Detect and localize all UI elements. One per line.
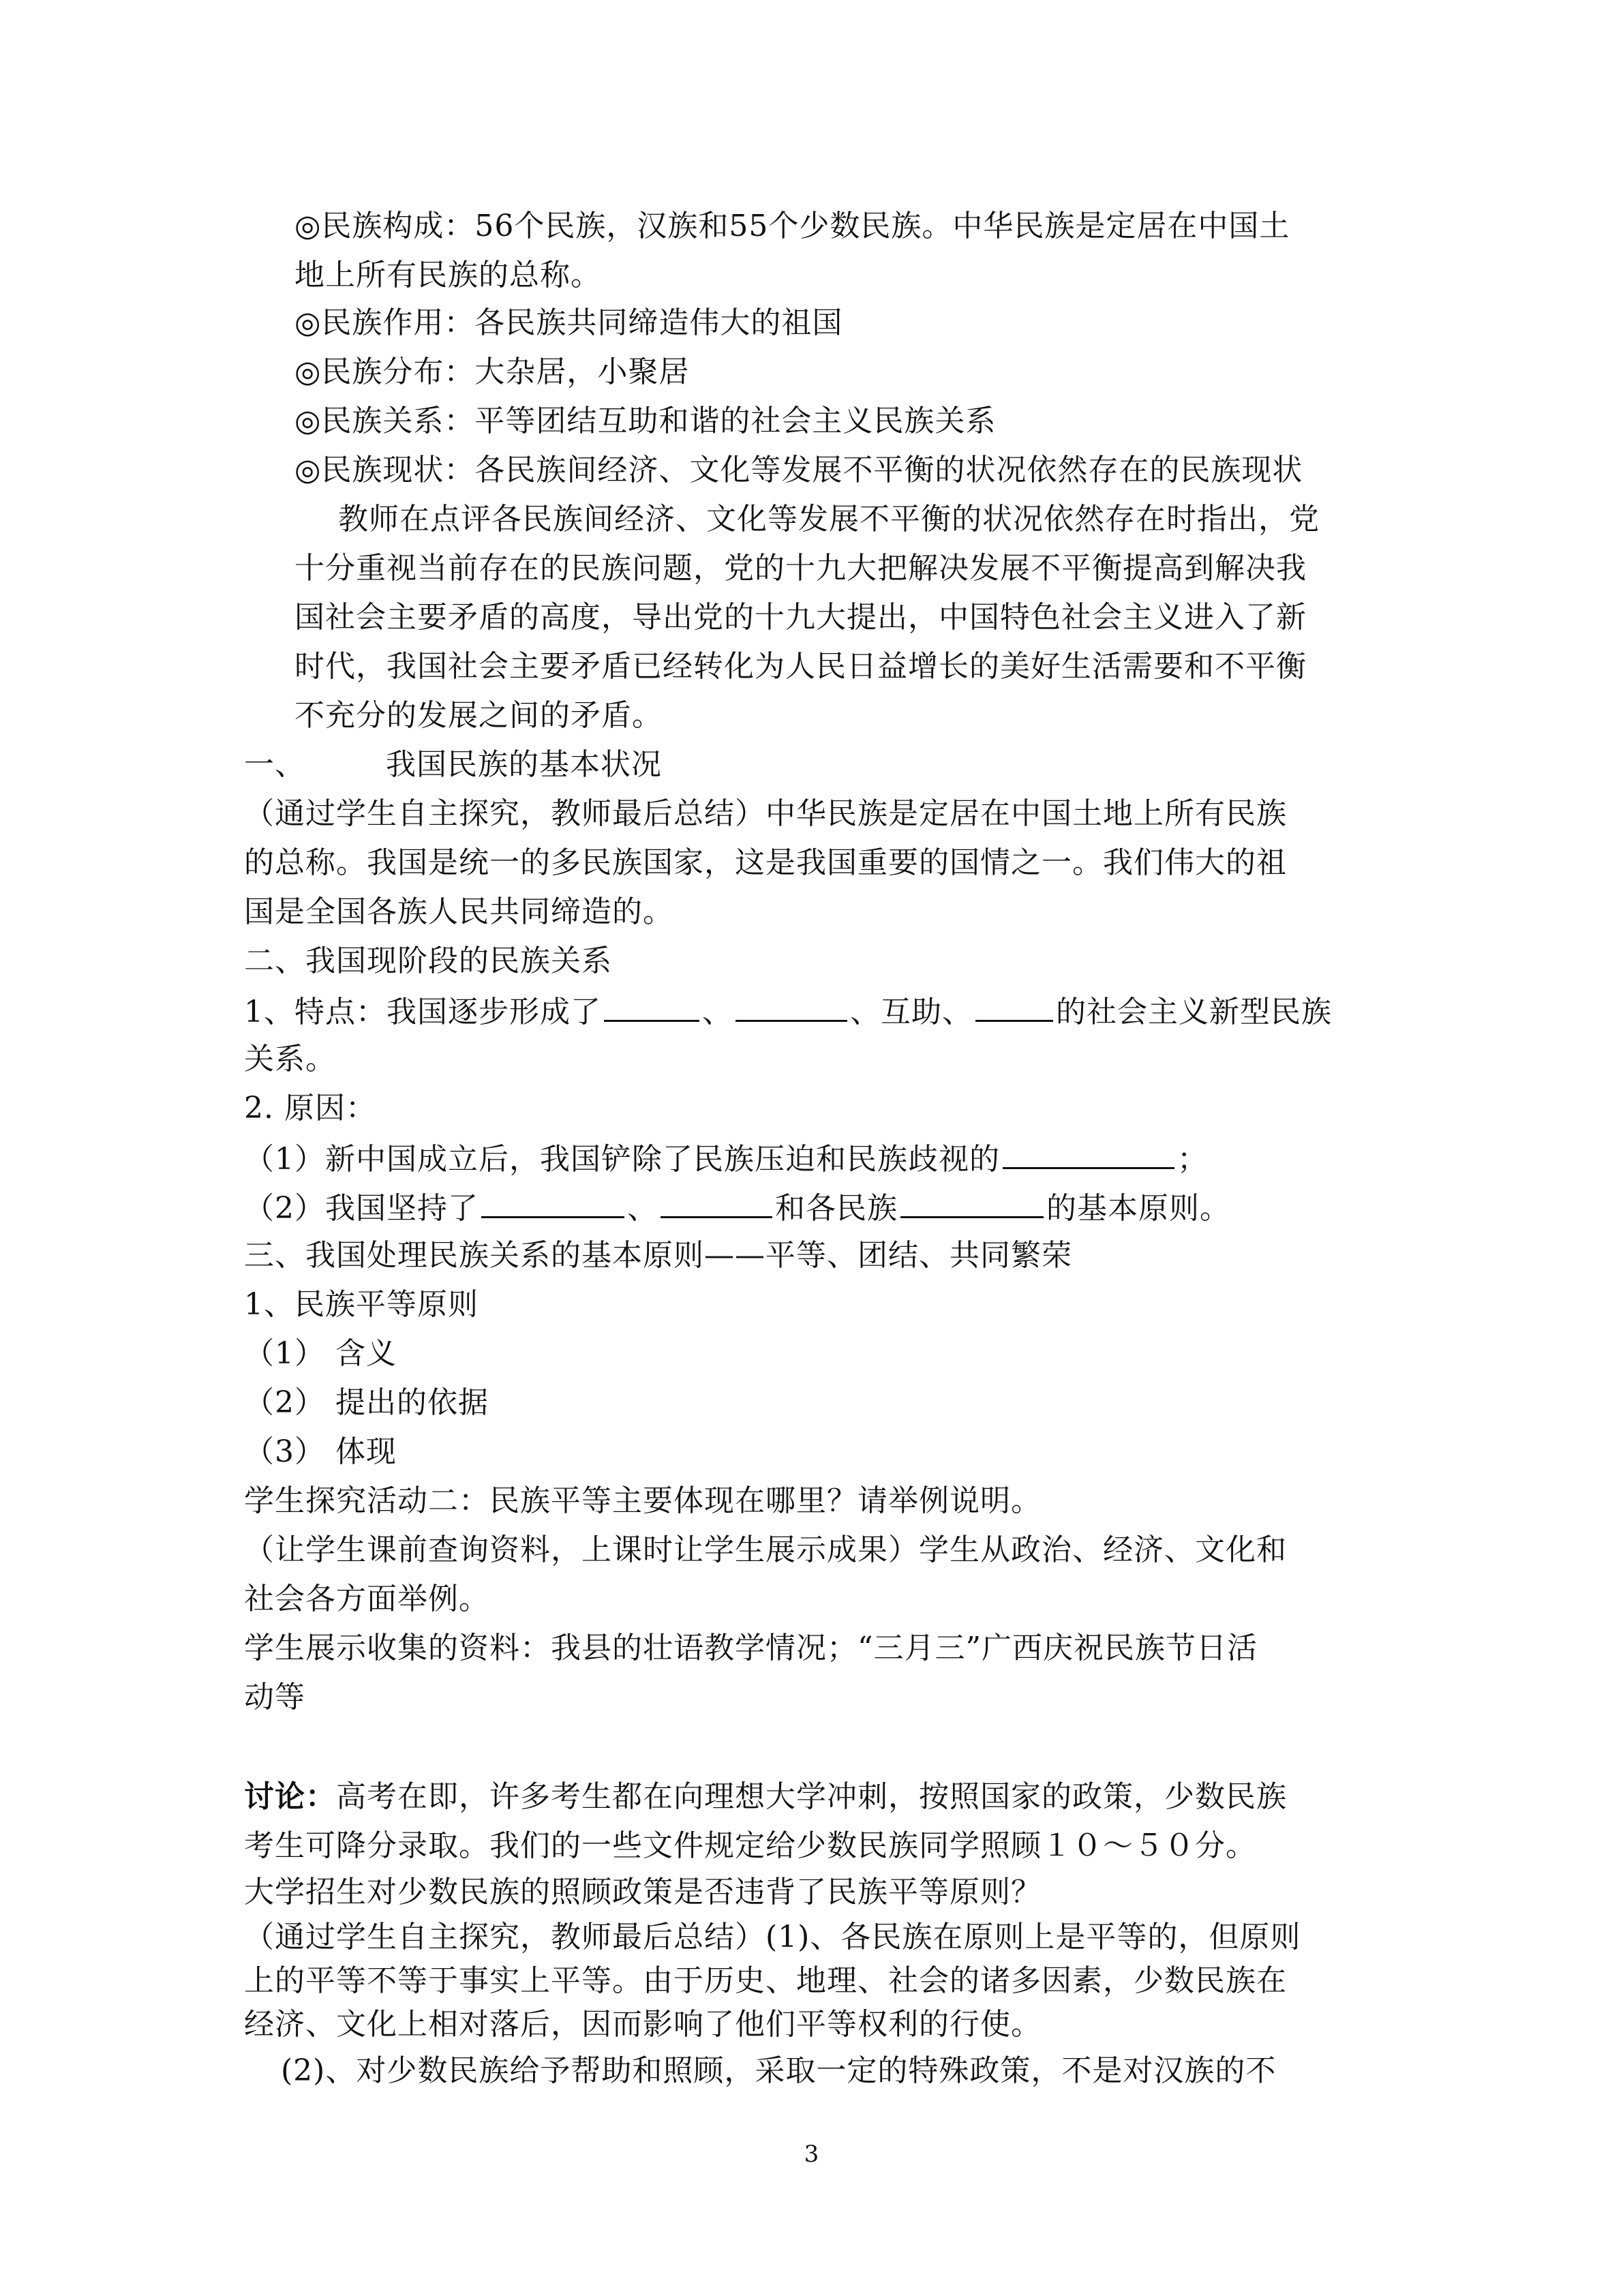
text-segment: 、 bbox=[702, 995, 733, 1029]
text-line: （3） 体现 bbox=[244, 1434, 397, 1469]
text-line: 经济、文化上相对落后，因而影响了他们平等权利的行使。 bbox=[244, 2007, 1042, 2042]
answer-blank[interactable] bbox=[1003, 1137, 1174, 1169]
text-line: （通过学生自主探究，教师最后总结）中华民族是定居在中国土地上所有民族 bbox=[244, 796, 1287, 831]
text-line: （通过学生自主探究，教师最后总结）(1)、各民族在原则上是平等的，但原则 bbox=[244, 1920, 1301, 1954]
text-line: 学生展示收集的资料：我县的壮语教学情况；“三月三”广西庆祝民族节日活 bbox=[244, 1631, 1258, 1665]
text-segment: 、互助、 bbox=[850, 995, 973, 1029]
fill-in-line bbox=[244, 1137, 1208, 1180]
text-segment: （2）我国坚持了 bbox=[244, 1191, 479, 1226]
text-line: （1） 含义 bbox=[244, 1336, 397, 1371]
text-line: 地上所有民族的总称。 bbox=[294, 258, 601, 292]
text-segment: 高考在即，许多考生都在向理想大学冲刺，按照国家的政策，少数民族 bbox=[336, 1779, 1287, 1814]
text-line: ◎民族现状：各民族间经济、文化等发展不平衡的状况依然存在的民族现状 bbox=[294, 453, 1303, 487]
text-line: 1、民族平等原则 bbox=[244, 1287, 479, 1322]
text-segment: ； bbox=[1177, 1142, 1208, 1177]
text-line: 社会各方面举例。 bbox=[244, 1582, 489, 1616]
text-segment: 和各民族 bbox=[775, 1191, 898, 1226]
text-line: 不充分的发展之间的矛盾。 bbox=[294, 698, 663, 733]
page-number: 3 bbox=[804, 2141, 819, 2168]
fill-in-line bbox=[244, 990, 1332, 1033]
text-line: 动等 bbox=[244, 1680, 305, 1715]
text-line: ◎民族分布：大杂居，小聚居 bbox=[294, 354, 690, 389]
text-segment: 、 bbox=[627, 1191, 658, 1226]
answer-blank[interactable] bbox=[735, 990, 847, 1022]
answer-blank[interactable] bbox=[481, 1186, 624, 1218]
text-line: 大学招生对少数民族的照顾政策是否违背了民族平等原则？ bbox=[244, 1875, 1042, 1909]
text-line: ◎民族关系：平等团结互助和谐的社会主义民族关系 bbox=[294, 404, 997, 438]
section-heading bbox=[244, 744, 662, 785]
section-heading: 二、我国现阶段的民族关系 bbox=[244, 943, 612, 978]
text-line: 国社会主要矛盾的高度，导出党的十九大提出，中国特色社会主义进入了新 bbox=[294, 600, 1307, 635]
text-line: ◎民族构成：56个民族，汉族和55个少数民族。中华民族是定居在中国土 bbox=[294, 209, 1290, 243]
answer-blank[interactable] bbox=[900, 1186, 1044, 1218]
text-line: 上的平等不等于事实上平等。由于历史、地理、社会的诸多因素，少数民族在 bbox=[244, 1963, 1287, 1998]
answer-blank[interactable] bbox=[975, 990, 1053, 1022]
discussion-label: 讨论： bbox=[244, 1779, 336, 1814]
text-segment: （1）新中国成立后，我国铲除了民族压迫和民族歧视的 bbox=[244, 1142, 1000, 1177]
answer-blank[interactable] bbox=[604, 990, 699, 1022]
text-line: （让学生课前查询资料，上课时让学生展示成果）学生从政治、经济、文化和 bbox=[244, 1532, 1287, 1567]
section-heading: 三、我国处理民族关系的基本原则——平等、团结、共同繁荣 bbox=[244, 1238, 1072, 1273]
text-line: （2） 提出的依据 bbox=[244, 1385, 489, 1420]
text-line: ◎民族作用：各民族共同缔造伟大的祖国 bbox=[294, 305, 843, 340]
text-segment: 的社会主义新型民族 bbox=[1056, 995, 1332, 1029]
discussion-line bbox=[244, 1777, 1287, 1817]
answer-blank[interactable] bbox=[661, 1186, 772, 1218]
section-number: 一、 bbox=[244, 747, 305, 782]
text-line: (2)、对少数民族给予帮助和照顾，采取一定的特殊政策，不是对汉族的不 bbox=[281, 2053, 1277, 2088]
text-line: 学生探究活动二：民族平等主要体现在哪里？请举例说明。 bbox=[244, 1483, 1042, 1518]
text-segment: 1、特点：我国逐步形成了 bbox=[244, 995, 601, 1029]
text-line: 时代，我国社会主要矛盾已经转化为人民日益增长的美好生活需要和不平衡 bbox=[294, 649, 1307, 684]
fill-in-line bbox=[244, 1186, 1230, 1229]
text-line: 考生可降分录取。我们的一些文件规定给少数民族同学照顾１０～５０分。 bbox=[244, 1828, 1256, 1863]
section-title: 我国民族的基本状况 bbox=[386, 747, 662, 782]
text-line: 的总称。我国是统一的多民族国家，这是我国重要的国情之一。我们伟大的祖 bbox=[244, 845, 1287, 880]
text-line: 国是全国各族人民共同缔造的。 bbox=[244, 894, 673, 929]
text-line: 关系。 bbox=[244, 1042, 336, 1076]
text-line: 十分重视当前存在的民族问题，党的十九大把解决发展不平衡提高到解决我 bbox=[294, 551, 1307, 586]
text-segment: 的基本原则。 bbox=[1046, 1191, 1230, 1226]
text-line: 教师在点评各民族间经济、文化等发展不平衡的状况依然存在时指出，党 bbox=[338, 502, 1320, 537]
text-line: 2. 原因： bbox=[244, 1091, 376, 1126]
